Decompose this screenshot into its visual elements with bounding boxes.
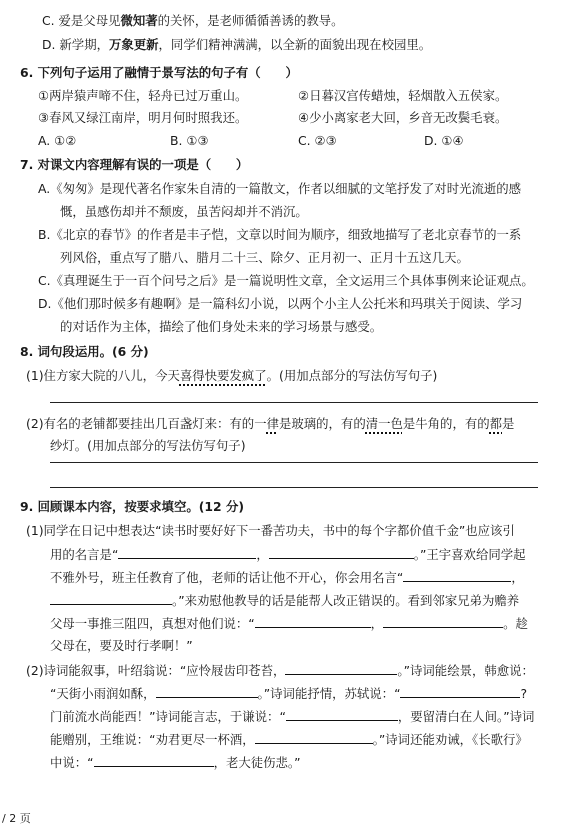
fill-blank[interactable]: [403, 568, 511, 582]
q7-choice-d-cont: 的对话作为主体，描绘了他们身处未来的学习场景与感受。: [60, 319, 383, 334]
option-c: C. 爱是父母见微知著的关怀，是老师循循善诱的教导。: [42, 13, 344, 28]
fill-blank[interactable]: [255, 614, 371, 628]
answer-line[interactable]: [50, 462, 538, 463]
q6-choice-c[interactable]: C. ②③: [298, 133, 337, 148]
q8-part-2-prompt: (2)有名的老铺都要挂出几百盏灯来：有的一律是玻璃的，有的清一色是牛角的，有的都是: [26, 416, 515, 431]
q9-part-1-line-4: 。”来劝慰他教导的话是能帮人改正错误的。看到邻家兄弟为赡养: [50, 591, 519, 610]
q7-choice-a-cont: 慨，虽感伤却并不颓废，虽苦闷却并不消沉。: [60, 204, 308, 219]
dotted-emphasis: 都: [489, 416, 503, 431]
q7-choice-a[interactable]: A.《匆匆》是现代著名作家朱自清的一篇散文，作者以细腻的文笔抒发了对时光流逝的感: [38, 181, 522, 196]
q7-choice-b-cont: 列风俗，重点写了腊八、腊月二十三、除夕、正月初一、正月十五这几天。: [60, 250, 469, 265]
fill-blank[interactable]: [94, 753, 214, 767]
q7-choice-b[interactable]: B.《北京的春节》的作者是丰子恺，文章以时间为顺序，细致地描写了老北京春节的一系: [38, 227, 522, 242]
q9-part-1-line-2: 用的名言是“ ， 。”王宇喜欢给同学起: [50, 547, 526, 562]
q8-part-1-prompt: (1)住方家大院的八儿，今天喜得快要发疯了。(用加点部分的写法仿写句子): [26, 368, 438, 383]
fill-blank[interactable]: [383, 614, 503, 628]
q9-part-1-line-6: 父母在，要及时行孝啊！”: [50, 638, 193, 653]
question-6-title: 6. 下列句子运用了融情于景写法的句子有（ ）: [20, 65, 298, 80]
answer-line[interactable]: [50, 402, 538, 403]
q9-part-1-line-3: 不雅外号，班主任教育了他，老师的话让他不开心，你会用名言“ ，: [50, 570, 524, 585]
question-8-title: 8. 词句段运用。(6 分): [20, 344, 149, 359]
q8-part-2-instruction: 纱灯。(用加点部分的写法仿写句子): [50, 438, 246, 453]
q9-part-1-line-5: 父母一事推三阻四，真想对他们说：“ ， 。趁: [50, 616, 528, 631]
q9-part-2-line-1: (2)诗词能叙事，叶绍翁说：“应怜屐齿印苍苔， 。”诗词能绘景，韩愈说：: [26, 663, 534, 678]
q6-choice-b[interactable]: B. ①③: [170, 133, 209, 148]
q9-part-2-line-3: 门前流水尚能西！”诗词能言志，于谦说：“ ，要留清白在人间。”诗词: [50, 709, 535, 724]
q6-choice-d[interactable]: D. ①④: [424, 133, 464, 148]
fill-blank[interactable]: [156, 684, 258, 698]
answer-line[interactable]: [50, 487, 538, 488]
q9-part-1-line-1: (1)同学在日记中想表达“读书时要好好下一番苦功夫，书中的每个字都价值千金”也应该引: [26, 523, 515, 538]
q6-sentence-3: ③春风又绿江南岸，明月何时照我还。: [38, 110, 248, 125]
fill-blank[interactable]: [286, 707, 398, 721]
question-9-title: 9. 回顾课本内容，按要求填空。(12 分): [20, 499, 244, 514]
fill-blank[interactable]: [269, 545, 414, 559]
fill-blank[interactable]: [118, 545, 256, 559]
q9-part-2-line-2: “天街小雨润如酥， 。”诗词能抒情，苏轼说：“ ?: [50, 686, 528, 701]
q9-part-2-line-5: 中说：“ ，老大徒伤悲。”: [50, 755, 301, 770]
q9-part-2-line-4: 能赠别，王维说：“劝君更尽一杯酒， 。”诗词还能劝诫，《长歌行》: [50, 732, 528, 747]
question-7-title: 7. 对课文内容理解有误的一项是（ ）: [20, 157, 249, 172]
q7-choice-d[interactable]: D.《他们那时候多有趣啊》是一篇科幻小说，以两个小主人公托米和玛琪关于阅读、学习: [38, 296, 523, 311]
option-d: D. 新学期，万象更新，同学们精神满满，以全新的面貌出现在校园里。: [42, 37, 432, 52]
q6-sentence-1: ①两岸猿声啼不住，轻舟已过万重山。: [38, 88, 248, 103]
dotted-emphasis: 清一色: [365, 416, 403, 431]
dotted-emphasis: 喜得快要发疯了: [179, 368, 267, 383]
fill-blank[interactable]: [285, 661, 397, 675]
page-number: / 2 页: [2, 812, 31, 825]
fill-blank[interactable]: [400, 684, 520, 698]
fill-blank[interactable]: [50, 591, 172, 605]
q7-choice-c[interactable]: C.《真理诞生于一百个问号之后》是一篇说明性文章，全文运用三个具体事例来论证观点。: [38, 273, 534, 288]
q6-sentence-2: ②日暮汉宫传蜡烛，轻烟散入五侯家。: [298, 88, 508, 103]
fill-blank[interactable]: [255, 730, 373, 744]
dotted-emphasis: 律: [266, 416, 279, 431]
q6-choice-a[interactable]: A. ①②: [38, 133, 77, 148]
q6-sentence-4: ④少小离家老大回，乡音无改鬓毛衰。: [298, 110, 508, 125]
